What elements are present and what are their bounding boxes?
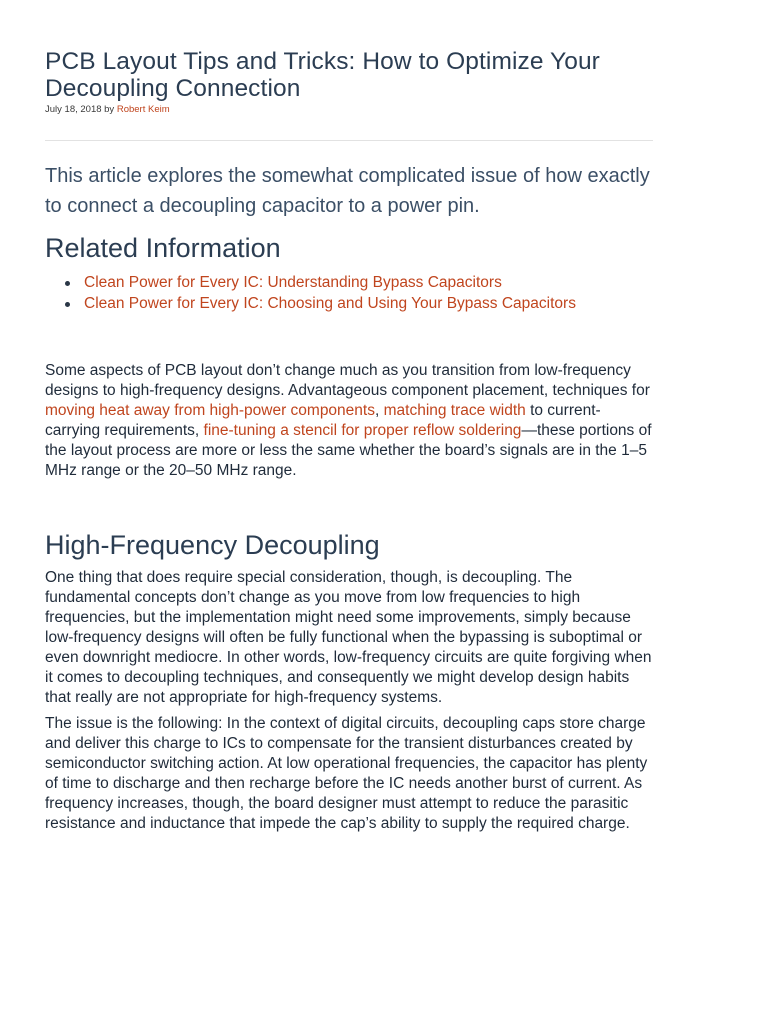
intro-text-4: —these portions of the layout process are more or less the same whether the board’s signals are in the 1–5 MHz range or the 20–50 MHz range. xyxy=(45,422,652,479)
author-link[interactable]: Robert Keim xyxy=(116,104,170,115)
intro-text-2: , xyxy=(374,402,384,419)
byline-date: July 18, 2018 by xyxy=(45,104,117,115)
link-moving-heat[interactable]: moving heat away from high-power components xyxy=(45,402,375,419)
link-fine-tuning-stencil[interactable]: fine-tuning a stencil for proper reflow soldering xyxy=(203,422,522,439)
link-matching-trace-width[interactable]: matching trace width xyxy=(383,402,526,419)
article-lede: This article explores the somewhat complicated issue of how exactly to connect a decoupling capacitor to a power pin. xyxy=(45,165,650,217)
divider xyxy=(45,140,653,141)
article-title: PCB Layout Tips and Tricks: How to Optimize Your Decoupling Connection xyxy=(45,48,600,102)
article xyxy=(45,48,655,834)
related-information-heading: Related Information xyxy=(45,233,281,263)
related-links-list xyxy=(45,272,655,314)
hf-paragraph-1: One thing that does require special consideration, though, is decoupling. The fundamental concepts don’t change as you move from low frequencies to high frequencies, but the implementation might need some improvements, simply because low-frequency designs will often be fully functional when the bypassing is suboptimal or even downright mediocre. In other words, low-frequency circuits are quite forgiving when it comes to decoupling techniques, and consequently we might develop design habits that really are not appropriate for high-frequency systems. xyxy=(45,569,652,706)
intro-paragraph xyxy=(45,361,655,481)
related-link-choosing-bypass-capacitors[interactable]: Clean Power for Every IC: Choosing and Using Your Bypass Capacitors xyxy=(84,293,655,314)
byline xyxy=(45,104,655,115)
hf-paragraph-2: The issue is the following: In the context of digital circuits, decoupling caps store charge and deliver this charge to ICs to compensate for the transient disturbances created by semiconductor switching action. At low operational frequencies, the capacitor has plenty of time to discharge and then recharge before the IC needs another burst of current. As frequency increases, though, the board designer must attempt to reduce the parasitic resistance and inductance that impede the cap’s ability to supply the required charge. xyxy=(45,715,648,832)
intro-text-3: to current-carrying requirements, xyxy=(45,402,601,439)
intro-text-1: Some aspects of PCB layout don’t change much as you transition from low-frequency designs to high-frequency designs. Advantageous component placement, techniques for xyxy=(45,362,650,399)
high-frequency-decoupling-heading: High-Frequency Decoupling xyxy=(45,530,380,560)
related-link-bypass-capacitors[interactable]: Clean Power for Every IC: Understanding Bypass Capacitors xyxy=(84,272,655,293)
